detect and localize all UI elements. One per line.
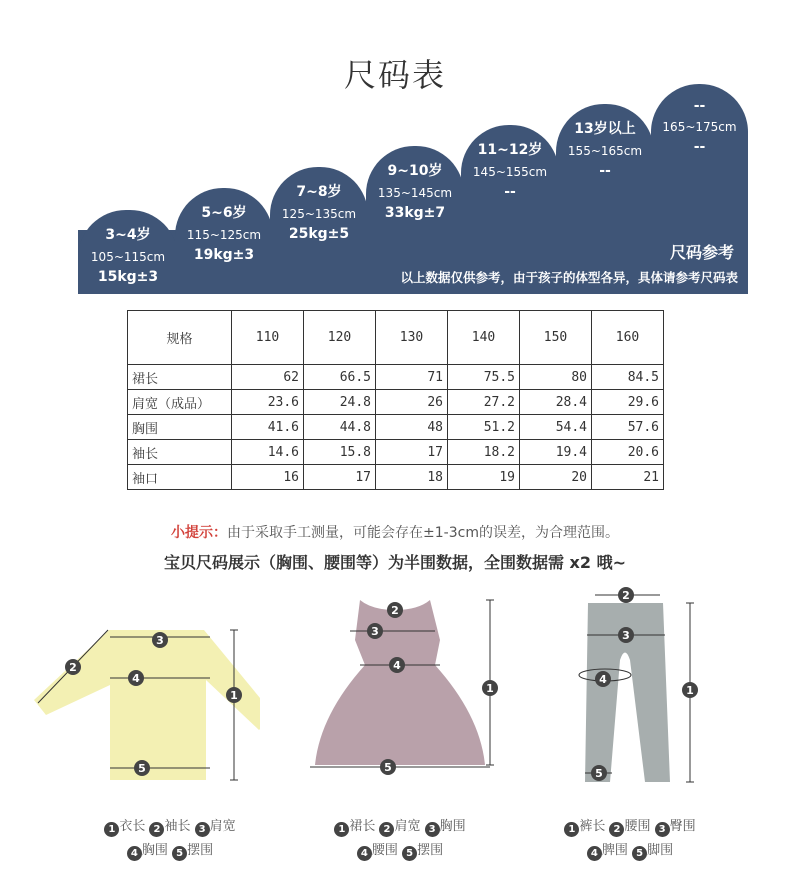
legend-marker: 1 (564, 822, 579, 837)
table-row (128, 440, 664, 465)
age-group-2 (175, 188, 273, 294)
pants-legend (545, 815, 715, 863)
reference-title: 尺码参考 (669, 243, 734, 262)
row-label: 胸围 (128, 415, 232, 440)
legend-marker: 1 (334, 822, 349, 837)
table-cell: 19.4 (520, 440, 592, 465)
legend-line (545, 839, 715, 863)
table-cell: 41.6 (232, 415, 304, 440)
table-cell: 23.6 (232, 390, 304, 415)
table-cell: 71 (376, 365, 448, 390)
table-cell: 84.5 (592, 365, 664, 390)
legend-label: 衣长 (119, 819, 146, 834)
svg-text:4: 4 (132, 672, 140, 685)
shirt-measurement-diagram (30, 585, 260, 790)
table-cell: 18.2 (448, 440, 520, 465)
table-header-row (128, 311, 664, 365)
svg-text:1: 1 (486, 682, 494, 695)
size-table (127, 310, 664, 490)
legend-label: 脾围 (601, 843, 628, 858)
legend-line (80, 815, 260, 839)
age-group-1 (78, 210, 178, 294)
height-range: 145~155cm (472, 165, 548, 179)
svg-text:2: 2 (622, 589, 630, 602)
table-header-label: 规格 (128, 311, 232, 365)
age-label: 13岁以上 (574, 121, 636, 137)
row-label: 袖长 (128, 440, 232, 465)
table-header-size: 160 (592, 311, 664, 365)
table-cell: 48 (376, 415, 448, 440)
row-label: 肩宽（成品） (128, 390, 232, 415)
reference-note: 以上数据仅供参考，由于孩子的体型各异，具体请参考尺码表 (400, 270, 738, 285)
weight-range: 19kg±3 (193, 247, 255, 263)
table-cell: 24.8 (304, 390, 376, 415)
age-label: 7~8岁 (296, 184, 342, 200)
height-range: 105~115cm (90, 250, 166, 264)
pants-measurement-diagram (565, 585, 705, 790)
legend-label: 胸围 (141, 843, 168, 858)
age-group-3 (270, 167, 368, 294)
table-cell: 66.5 (304, 365, 376, 390)
age-label: 11~12岁 (477, 142, 543, 158)
weight-range: -- (504, 184, 516, 200)
legend-label: 裙长 (349, 819, 376, 834)
legend-marker: 4 (357, 846, 372, 861)
half-measurement-note: 宝贝尺码展示（胸围、腰围等）为半围数据，全围数据需 x2 哦~ (163, 553, 626, 572)
table-cell: 57.6 (592, 415, 664, 440)
page-title: 尺码表 (343, 56, 446, 94)
legend-line (80, 839, 260, 863)
height-range: 115~125cm (186, 228, 262, 242)
row-label: 袖口 (128, 465, 232, 490)
tip-label: 小提示： (171, 525, 228, 541)
table-header-size: 110 (232, 311, 304, 365)
legend-marker: 2 (379, 822, 394, 837)
weight-range: 25kg±5 (288, 226, 350, 242)
legend-marker: 3 (425, 822, 440, 837)
table-cell: 18 (376, 465, 448, 490)
legend-label: 腰围 (371, 843, 398, 858)
table-header-size: 140 (448, 311, 520, 365)
table-row (128, 415, 664, 440)
legend-marker: 4 (587, 846, 602, 861)
legend-label: 脚围 (647, 843, 674, 858)
table-cell: 17 (304, 465, 376, 490)
legend-line (315, 815, 485, 839)
row-label: 裙长 (128, 365, 232, 390)
svg-text:1: 1 (686, 684, 694, 697)
size-reference-banner (0, 0, 790, 300)
height-range: 125~135cm (281, 207, 357, 221)
table-cell: 15.8 (304, 440, 376, 465)
weight-range: 33kg±7 (384, 205, 446, 221)
age-group-6 (556, 104, 654, 294)
table-cell: 75.5 (448, 365, 520, 390)
table-cell: 51.2 (448, 415, 520, 440)
legend-marker: 5 (632, 846, 647, 861)
table-cell: 62 (232, 365, 304, 390)
svg-text:3: 3 (156, 634, 164, 647)
legend-label: 肩宽 (394, 819, 421, 834)
table-cell: 26 (376, 390, 448, 415)
legend-label: 摆围 (417, 843, 444, 858)
svg-text:4: 4 (599, 673, 607, 686)
table-header-size: 120 (304, 311, 376, 365)
legend-marker: 2 (149, 822, 164, 837)
svg-text:3: 3 (622, 629, 630, 642)
legend-marker: 3 (655, 822, 670, 837)
weight-range: 15kg±3 (97, 269, 159, 285)
table-cell: 20 (520, 465, 592, 490)
table-cell: 27.2 (448, 390, 520, 415)
table-cell: 54.4 (520, 415, 592, 440)
table-header-size: 150 (520, 311, 592, 365)
legend-label: 臀围 (669, 819, 696, 834)
legend-label: 裤长 (579, 819, 606, 834)
height-range: 155~165cm (567, 144, 643, 158)
table-row (128, 365, 664, 390)
shirt-legend (80, 815, 260, 863)
table-cell: 21 (592, 465, 664, 490)
table-cell: 17 (376, 440, 448, 465)
table-row (128, 465, 664, 490)
table-cell: 16 (232, 465, 304, 490)
legend-label: 胸围 (439, 819, 466, 834)
table-cell: 28.4 (520, 390, 592, 415)
legend-marker: 1 (104, 822, 119, 837)
legend-label: 摆围 (187, 843, 214, 858)
svg-text:5: 5 (138, 762, 146, 775)
svg-text:1: 1 (230, 689, 238, 702)
legend-line (545, 815, 715, 839)
height-range: 165~175cm (662, 120, 737, 134)
legend-marker: 3 (195, 822, 210, 837)
legend-marker: 5 (402, 846, 417, 861)
legend-marker: 4 (127, 846, 142, 861)
svg-text:3: 3 (371, 625, 379, 638)
legend-label: 袖长 (164, 819, 191, 834)
legend-label: 腰围 (624, 819, 651, 834)
table-cell: 44.8 (304, 415, 376, 440)
svg-text:2: 2 (69, 661, 77, 674)
tip-text: 由于采取手工测量，可能会存在±1-3cm的误差，为合理范围。 (227, 525, 619, 541)
shirt-shape (34, 630, 260, 780)
age-label: 5~6岁 (201, 205, 247, 221)
weight-range: -- (693, 139, 706, 155)
svg-text:5: 5 (595, 767, 603, 780)
svg-text:4: 4 (393, 659, 401, 672)
weight-range: -- (599, 163, 611, 179)
legend-marker: 2 (609, 822, 624, 837)
svg-text:5: 5 (384, 761, 392, 774)
age-label: 3~4岁 (105, 227, 151, 243)
table-cell: 19 (448, 465, 520, 490)
dress-legend (315, 815, 485, 863)
table-cell: 29.6 (592, 390, 664, 415)
age-label: -- (693, 98, 706, 114)
table-cell: 14.6 (232, 440, 304, 465)
legend-line (315, 839, 485, 863)
age-label: 9~10岁 (387, 163, 443, 179)
table-cell: 80 (520, 365, 592, 390)
table-row (128, 390, 664, 415)
measurement-tip (0, 522, 790, 542)
dress-measurement-diagram (300, 585, 510, 785)
dress-shape (315, 600, 485, 765)
legend-marker: 5 (172, 846, 187, 861)
table-cell: 20.6 (592, 440, 664, 465)
table-header-size: 130 (376, 311, 448, 365)
height-range: 135~145cm (377, 186, 453, 200)
svg-text:2: 2 (391, 604, 399, 617)
legend-label: 肩宽 (209, 819, 236, 834)
